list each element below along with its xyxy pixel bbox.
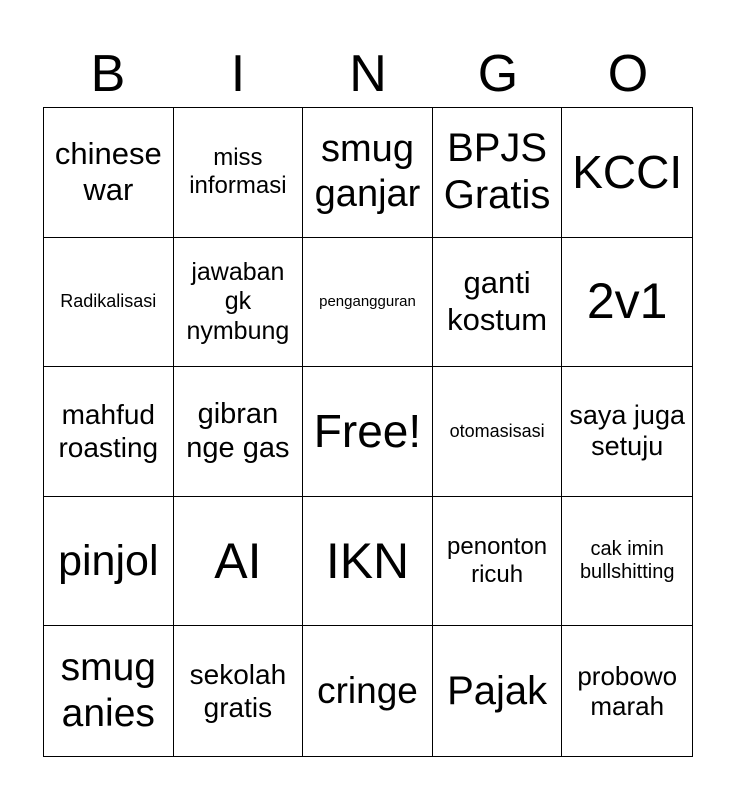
bingo-cell[interactable] bbox=[303, 497, 433, 627]
header-letter-b: B bbox=[90, 45, 126, 103]
cell-text: cringe bbox=[317, 670, 418, 712]
header-letter-n: N bbox=[349, 45, 387, 103]
bingo-cell[interactable] bbox=[174, 626, 304, 756]
bingo-cell[interactable] bbox=[562, 497, 692, 627]
cell-text: smug ganjar bbox=[314, 128, 421, 216]
bingo-cell[interactable] bbox=[303, 108, 433, 238]
bingo-cell[interactable] bbox=[433, 238, 563, 368]
bingo-cell[interactable] bbox=[562, 108, 692, 238]
bingo-cell[interactable] bbox=[174, 497, 304, 627]
bingo-cell[interactable] bbox=[44, 497, 174, 627]
bingo-cell[interactable] bbox=[433, 367, 563, 497]
bingo-cell[interactable] bbox=[44, 238, 174, 368]
cell-text: mahfud roasting bbox=[58, 399, 159, 464]
cell-text: BPJS Gratis bbox=[443, 126, 551, 218]
cell-text: AI bbox=[214, 532, 262, 589]
cell-text: jawaban gk nymbung bbox=[186, 257, 290, 345]
bingo-cell[interactable] bbox=[174, 367, 304, 497]
cell-text: otomasisasi bbox=[449, 420, 545, 441]
bingo-cell[interactable] bbox=[562, 626, 692, 756]
header-letter-o: O bbox=[607, 45, 649, 103]
header-letter-i: I bbox=[230, 45, 246, 103]
cell-text: probowo marah bbox=[577, 660, 678, 722]
cell-text: Radikalisasi bbox=[60, 291, 157, 312]
cell-text: IKN bbox=[325, 532, 410, 589]
cell-text: ganti kostum bbox=[447, 265, 548, 337]
free-space-cell[interactable] bbox=[303, 367, 433, 497]
cell-text: KCCI bbox=[572, 146, 683, 199]
cell-text: chinese war bbox=[54, 135, 162, 208]
bingo-cell[interactable] bbox=[44, 108, 174, 238]
cell-text: Pajak bbox=[447, 668, 548, 713]
bingo-cell[interactable] bbox=[562, 238, 692, 368]
bingo-cell[interactable] bbox=[44, 367, 174, 497]
cell-text: pengangguran bbox=[319, 293, 416, 311]
bingo-cell[interactable] bbox=[44, 626, 174, 756]
cell-text: 2v1 bbox=[586, 273, 668, 330]
bingo-cell[interactable] bbox=[562, 367, 692, 497]
cell-text: smug anies bbox=[60, 646, 156, 736]
cell-text: cak imin bullshitting bbox=[579, 537, 675, 584]
bingo-cell[interactable] bbox=[303, 238, 433, 368]
cell-text: gibran nge gas bbox=[186, 398, 290, 465]
bingo-cell[interactable] bbox=[433, 108, 563, 238]
bingo-cell[interactable] bbox=[174, 238, 304, 368]
bingo-board bbox=[43, 107, 693, 757]
bingo-cell[interactable] bbox=[433, 497, 563, 627]
bingo-header bbox=[43, 40, 693, 108]
bingo-cell[interactable] bbox=[433, 626, 563, 756]
cell-text: saya juga setuju bbox=[569, 399, 685, 462]
header-letter-g: G bbox=[477, 45, 519, 103]
cell-text: penonton ricuh bbox=[447, 532, 548, 589]
free-space-text: Free! bbox=[313, 405, 422, 458]
bingo-cell[interactable] bbox=[303, 626, 433, 756]
cell-text: pinjol bbox=[58, 536, 159, 585]
cell-text: miss informasi bbox=[189, 143, 287, 200]
cell-text: sekolah gratis bbox=[189, 659, 287, 724]
bingo-cell[interactable] bbox=[174, 108, 304, 238]
